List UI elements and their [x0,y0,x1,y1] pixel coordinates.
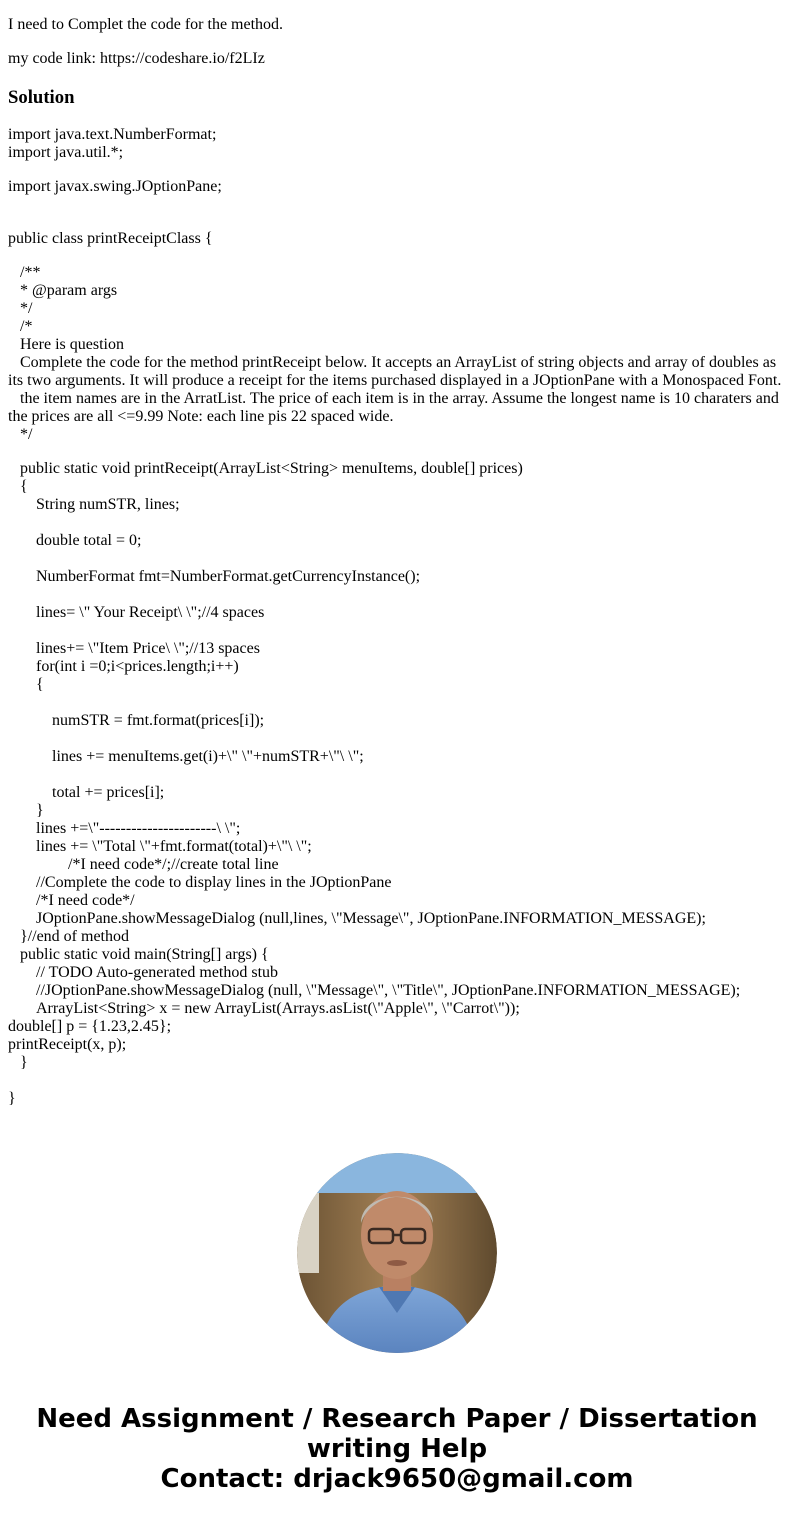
class-declaration: public class printReceiptClass { [8,230,213,247]
import-line: import javax.swing.JOptionPane; [8,178,222,195]
code-line [8,730,786,748]
code-line: String numSTR, lines; [8,496,180,513]
comment-line: /* [8,318,33,335]
import-line: import java.util.*; [8,144,124,161]
code-line: lines+= \"Item Price\ \";//13 spaces [8,640,260,657]
author-photo [297,1153,497,1353]
question-comment-block [8,264,786,444]
code-line: ArrayList<String> x = new ArrayList(Arrays.asList(\"Apple\", \"Carrot\")); [8,1000,520,1017]
import-swing-block [8,178,786,196]
imports-block [8,126,786,162]
code-link-text: my code link: https://codeshare.io/f2LIz [8,50,265,67]
code-line: double total = 0; [8,532,142,549]
comment-line: the item names are in the ArratList. The price of each item is in the array. Assume the longest name is 10 charaters and the prices are all <=9.99 Note: each line pis 22 spaced wide. [8,390,783,425]
intro-text: I need to Complet the code for the method. [8,16,284,33]
code-line [8,622,786,640]
code-line: total += prices[i]; [8,784,165,801]
code-line: lines +=\"----------------------\ \"; [8,820,241,837]
code-line [8,586,786,604]
code-line: // TODO Auto-generated method stub [8,964,279,981]
code-line: public static void main(String[] args) { [8,946,269,963]
code-line: { [8,478,28,495]
code-line: lines += \"Total \"+fmt.format(total)+\"\ \"; [8,838,312,855]
code-line: for(int i =0;i<prices.length;i++) [8,658,239,675]
code-line: /*I need code*/;//create total line [8,856,279,873]
portrait-image [297,1153,497,1353]
code-line: }//end of method [8,928,129,945]
banner-line: Need Assignment / Research Paper / Dissertation [36,1404,758,1434]
comment-line: Here is question [8,336,124,353]
banner-contact-line: Contact: drjack9650@gmail.com [160,1464,634,1494]
code-line: /*I need code*/ [8,892,135,909]
banner-line: writing Help [306,1434,488,1464]
solution-heading: Solution [8,87,75,108]
class-declaration-block [8,230,786,248]
code-line: NumberFormat fmt=NumberFormat.getCurrencyInstance(); [8,568,421,585]
code-line: double[] p = {1.23,2.45}; [8,1018,172,1035]
code-line: { [8,676,44,693]
code-line: lines += menuItems.get(i)+\" \"+numSTR+\"\ \"; [8,748,364,765]
code-line [8,1072,786,1090]
code-line [8,694,786,712]
code-line: //JOptionPane.showMessageDialog (null, \"Message\", \"Title\", JOptionPane.INFORMATION_MESSAGE); [8,982,741,999]
comment-line: */ [8,300,33,317]
code-line: numSTR = fmt.format(prices[i]); [8,712,265,729]
code-line [8,766,786,784]
code-line: lines= \" Your Receipt\ \";//4 spaces [8,604,265,621]
import-line: import java.text.NumberFormat; [8,126,217,143]
comment-line: * @param args [8,282,118,299]
comment-line: */ [8,426,33,443]
code-line: } [8,1090,16,1107]
comment-line: /** [8,264,41,281]
code-line: public static void printReceipt(ArrayList<String> menuItems, double[] prices) [8,460,523,477]
method-code-block [8,460,786,1108]
code-line: JOptionPane.showMessageDialog (null,lines, \"Message\", JOptionPane.INFORMATION_MESSAGE); [8,910,706,927]
code-line: } [8,1054,28,1071]
code-line: printReceipt(x, p); [8,1036,127,1053]
code-line [8,514,786,532]
contact-banner [0,1404,794,1494]
comment-line: Complete the code for the method printReceipt below. It accepts an ArrayList of string objects and array of doubles as its two arguments. It will produce a receipt for the items purchased displayed in a JOptionPane with a Monospaced Font. [8,354,782,389]
code-line [8,550,786,568]
code-line: } [8,802,44,819]
code-line: //Complete the code to display lines in the JOptionPane [8,874,392,891]
